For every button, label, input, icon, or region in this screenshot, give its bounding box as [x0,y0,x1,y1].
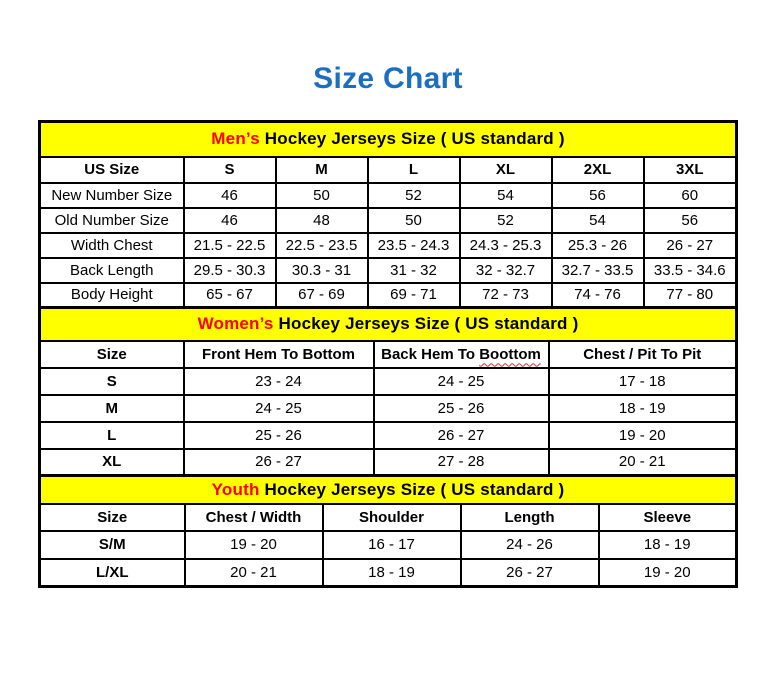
youth-size-table [38,474,738,588]
column-header-shoulder: Shoulder [323,504,461,531]
size-chart-tables [38,120,735,588]
table-cell: 32.7 - 33.5 [552,258,644,283]
table-cell: 50 [276,183,368,208]
mens-section-band [40,122,737,157]
table-cell: 67 - 69 [276,283,368,308]
table-cell: 23 - 24 [184,368,374,395]
table-cell: 18 - 19 [323,559,461,587]
mens-section-title [40,122,737,157]
table-cell: 19 - 20 [185,531,323,559]
table-cell: 25 - 26 [374,395,549,422]
womens-band-text: Hockey Jerseys Size ( US standard ) [273,314,579,334]
table-cell: 24 - 25 [374,368,549,395]
table-row-womens-l [40,422,737,449]
table-cell: 56 [552,183,644,208]
row-label: Body Height [40,283,184,308]
table-cell: 20 - 21 [549,449,737,476]
table-cell: 77 - 80 [644,283,737,308]
table-cell: 21.5 - 22.5 [184,233,276,258]
table-cell: 19 - 20 [599,559,737,587]
row-label: L [40,422,184,449]
column-header-2xl: 2XL [552,157,644,183]
table-row-new-number-size [40,183,737,208]
table-cell: 18 - 19 [549,395,737,422]
table-cell: 31 - 32 [368,258,460,283]
page-title: Size Chart [313,62,463,95]
table-row-body-height [40,283,737,308]
table-cell: 26 - 27 [644,233,737,258]
womens-header-row [40,341,737,368]
table-row-womens-xl [40,449,737,476]
table-cell: 46 [184,183,276,208]
column-header-xl: XL [460,157,552,183]
womens-section-title [40,308,737,341]
table-row-womens-s [40,368,737,395]
column-header-front-hem: Front Hem To Bottom [184,341,374,368]
back-hem-misspelled-word: Boottom [479,345,541,363]
row-label: S [40,368,184,395]
table-cell: 30.3 - 31 [276,258,368,283]
table-cell: 54 [460,183,552,208]
table-cell: 48 [276,208,368,233]
womens-size-table [38,306,738,477]
column-header-us-size: US Size [40,157,184,183]
youth-section-band [40,476,737,504]
table-cell: 56 [644,208,737,233]
table-cell: 74 - 76 [552,283,644,308]
table-cell: 32 - 32.7 [460,258,552,283]
column-header-back-hem [374,341,549,368]
youth-header-row [40,504,737,531]
row-label: S/M [40,531,185,559]
row-label: Old Number Size [40,208,184,233]
column-header-chest-width: Chest / Width [185,504,323,531]
column-header-chest-pit: Chest / Pit To Pit [549,341,737,368]
table-cell: 26 - 27 [374,422,549,449]
table-cell: 46 [184,208,276,233]
youth-band-text: Hockey Jerseys Size ( US standard ) [259,479,565,499]
table-cell: 16 - 17 [323,531,461,559]
table-row-womens-m [40,395,737,422]
column-header-size: Size [40,341,184,368]
column-header-m: M [276,157,368,183]
table-cell: 27 - 28 [374,449,549,476]
table-cell: 52 [460,208,552,233]
table-cell: 69 - 71 [368,283,460,308]
table-cell: 20 - 21 [185,559,323,587]
table-cell: 29.5 - 30.3 [184,258,276,283]
table-cell: 52 [368,183,460,208]
table-cell: 25.3 - 26 [552,233,644,258]
youth-section-title [40,476,737,504]
womens-highlight-text: Women’s [197,314,274,334]
table-cell: 24 - 25 [184,395,374,422]
table-cell: 50 [368,208,460,233]
table-row-youth-sm [40,531,737,559]
table-cell: 24.3 - 25.3 [460,233,552,258]
mens-band-text: Hockey Jerseys Size ( US standard ) [259,129,565,149]
table-row-youth-lxl [40,559,737,587]
row-label: Width Chest [40,233,184,258]
mens-size-table [38,120,738,309]
column-header-sleeve: Sleeve [599,504,737,531]
column-header-l: L [368,157,460,183]
table-cell: 26 - 27 [184,449,374,476]
column-header-s: S [184,157,276,183]
row-label: Back Length [40,258,184,283]
table-cell: 25 - 26 [184,422,374,449]
table-cell: 18 - 19 [599,531,737,559]
back-hem-label-prefix: Back Hem To [381,345,480,363]
table-cell: 72 - 73 [460,283,552,308]
row-label: XL [40,449,184,476]
table-cell: 65 - 67 [184,283,276,308]
mens-highlight-text: Men’s [211,129,260,149]
table-cell: 17 - 18 [549,368,737,395]
table-cell: 24 - 26 [461,531,599,559]
row-label: M [40,395,184,422]
table-row-width-chest [40,233,737,258]
row-label: L/XL [40,559,185,587]
table-cell: 33.5 - 34.6 [644,258,737,283]
mens-header-row [40,157,737,183]
table-cell: 54 [552,208,644,233]
table-cell: 23.5 - 24.3 [368,233,460,258]
table-row-old-number-size [40,208,737,233]
row-label: New Number Size [40,183,184,208]
table-cell: 19 - 20 [549,422,737,449]
table-cell: 60 [644,183,737,208]
table-row-back-length [40,258,737,283]
womens-section-band [40,308,737,341]
table-cell: 26 - 27 [461,559,599,587]
column-header-length: Length [461,504,599,531]
column-header-3xl: 3XL [644,157,737,183]
youth-highlight-text: Youth [211,479,260,499]
column-header-size: Size [40,504,185,531]
table-cell: 22.5 - 23.5 [276,233,368,258]
